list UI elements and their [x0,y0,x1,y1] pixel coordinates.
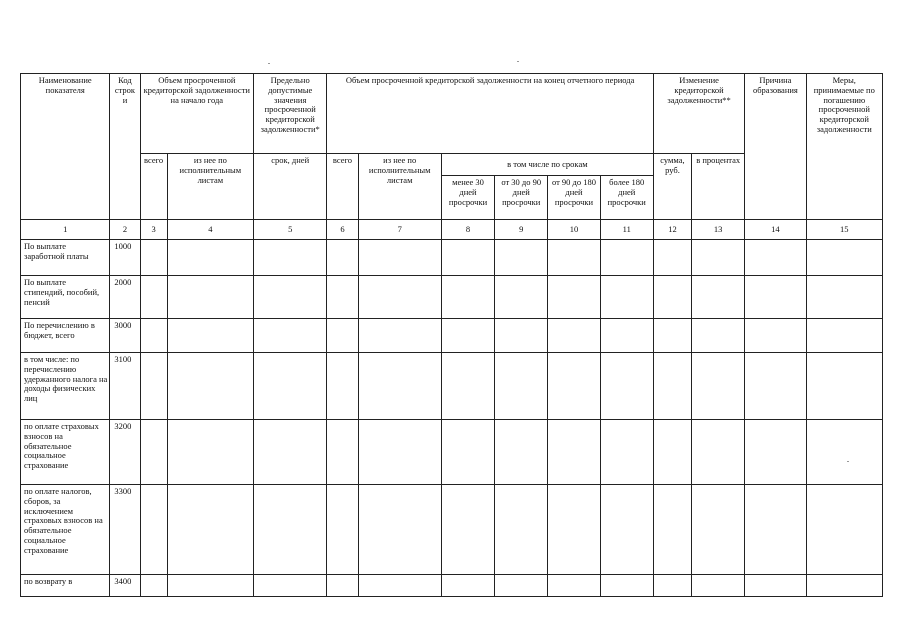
table-cell [600,319,653,353]
table-cell [167,420,253,485]
table-cell [358,575,441,597]
table-cell [692,485,745,575]
row-label: в том числе: по перечислению удержанного налога на доходы физических лиц [21,353,110,420]
table-cell [167,319,253,353]
table-cell [441,575,494,597]
table-row [21,319,883,353]
row-label: по оплате страховых взносов на обязательное социальное страхование [21,420,110,485]
table-cell [600,485,653,575]
table-cell [254,319,327,353]
table-cell [167,276,253,319]
table-cell [548,319,600,353]
table-cell [806,420,882,485]
table-row [21,575,883,597]
row-label: по возврату в [21,575,110,597]
table-cell [254,276,327,319]
header-by-terms: в том числе по срокам [441,154,653,176]
table-cell [140,240,167,276]
table-cell [167,575,253,597]
table-cell [692,353,745,420]
table-cell [806,575,882,597]
column-number: 4 [167,220,253,240]
header-sum-rub: сумма, руб. [653,154,691,220]
table-cell [327,276,358,319]
table-cell [692,276,745,319]
table-cell [806,319,882,353]
column-number: 5 [254,220,327,240]
column-number: 2 [110,220,140,240]
table-cell [441,353,494,420]
row-code: 3100 [110,353,140,420]
table-cell [495,276,548,319]
table-cell [358,420,441,485]
scan-speck [517,61,519,62]
table-cell [548,353,600,420]
header-90-180: от 90 до 180 дней просрочки [548,176,600,220]
table-cell [745,353,806,420]
table-cell [745,240,806,276]
table-cell [327,420,358,485]
table-cell [441,420,494,485]
table-cell [254,575,327,597]
table-cell [140,319,167,353]
overdue-payables-table [20,73,883,597]
table-cell [745,319,806,353]
row-code: 3000 [110,319,140,353]
table-cell [806,276,882,319]
table-cell [600,276,653,319]
table-row [21,420,883,485]
table-cell [806,240,882,276]
table-cell [745,575,806,597]
table-cell [495,319,548,353]
row-code: 2000 [110,276,140,319]
table-cell [692,575,745,597]
column-number: 8 [441,220,494,240]
column-number: 11 [600,220,653,240]
table-cell [167,353,253,420]
table-cell [653,575,691,597]
table-cell [745,420,806,485]
row-code: 3200 [110,420,140,485]
table-cell [358,276,441,319]
column-number: 14 [745,220,806,240]
table-cell [692,240,745,276]
table-cell [653,276,691,319]
table-cell [327,485,358,575]
column-number: 10 [548,220,600,240]
table-cell [358,485,441,575]
table-cell [692,420,745,485]
header-start-writs: из нее по исполнительным листам [167,154,253,220]
table-cell [358,353,441,420]
table-cell [441,485,494,575]
table-cell [495,240,548,276]
row-code: 3400 [110,575,140,597]
row-label: по оплате налогов, сборов, за исключением страховых взносов на обязательное социальное страхование [21,485,110,575]
table-cell [653,485,691,575]
header-end-total: всего [327,154,358,220]
table-cell [745,276,806,319]
table-cell [548,276,600,319]
table-cell [167,485,253,575]
column-number: 3 [140,220,167,240]
column-number-row [21,220,883,240]
header-30-90: от 30 до 90 дней просрочки [495,176,548,220]
column-number: 6 [327,220,358,240]
table-cell [327,240,358,276]
table-cell [600,240,653,276]
table-cell [600,420,653,485]
table-cell [167,240,253,276]
header-allowed: Предельно допустимые значения просроченной кредиторской задолженности* [254,74,327,154]
table-cell [745,485,806,575]
table-cell [495,420,548,485]
table-row [21,485,883,575]
table-cell [600,353,653,420]
table-cell [140,420,167,485]
header-start-total: всего [140,154,167,220]
table-cell [806,353,882,420]
table-cell [441,240,494,276]
table-cell [140,485,167,575]
table-cell [495,485,548,575]
table-row [21,353,883,420]
table-cell [600,575,653,597]
table-cell [653,240,691,276]
header-end-volume: Объем просроченной кредиторской задолженности на конец отчетного периода [327,74,654,154]
header-reason: Причина образования [745,74,806,220]
table-cell [441,276,494,319]
table-cell [548,420,600,485]
header-code: Код строк и [110,74,140,220]
table-cell [327,319,358,353]
header-end-writs: из нее по исполнительным листам [358,154,441,220]
table-cell [140,276,167,319]
column-number: 13 [692,220,745,240]
row-label: По перечислению в бюджет, всего [21,319,110,353]
header-start-volume: Объем просроченной кредиторской задолженности на начало года [140,74,254,154]
table-cell [140,353,167,420]
row-label: По выплате стипендий, пособий, пенсий [21,276,110,319]
table-cell [548,485,600,575]
table-cell [692,319,745,353]
column-number: 9 [495,220,548,240]
table-cell [806,485,882,575]
table-cell [327,575,358,597]
table-cell [327,353,358,420]
table-row [21,240,883,276]
table-cell [653,319,691,353]
table-cell [140,575,167,597]
table-cell [653,420,691,485]
header-measures: Меры, принимаемые по погашению просроченной кредиторской задолженности [806,74,882,220]
header-gt180: более 180 дней просрочки [600,176,653,220]
table-cell [548,240,600,276]
column-number: 15 [806,220,882,240]
header-lt30: менее 30 дней просрочки [441,176,494,220]
table-cell [441,319,494,353]
table-cell [495,353,548,420]
table-cell [548,575,600,597]
column-number: 12 [653,220,691,240]
header-name: Наименование показателя [21,74,110,220]
header-term-days: срок, дней [254,154,327,220]
column-number: 7 [358,220,441,240]
table-cell [358,240,441,276]
row-code: 3300 [110,485,140,575]
table-cell [495,575,548,597]
table-cell [254,420,327,485]
scan-speck [268,63,270,64]
header-percent: в процентах [692,154,745,220]
header-change: Изменение кредиторской задолженности** [653,74,744,154]
table-row [21,276,883,319]
table-cell [653,353,691,420]
row-code: 1000 [110,240,140,276]
table-cell [358,319,441,353]
table-cell [254,485,327,575]
column-number: 1 [21,220,110,240]
header-row-top [21,74,883,154]
table-cell [254,240,327,276]
table-cell [254,353,327,420]
row-label: По выплате заработной платы [21,240,110,276]
